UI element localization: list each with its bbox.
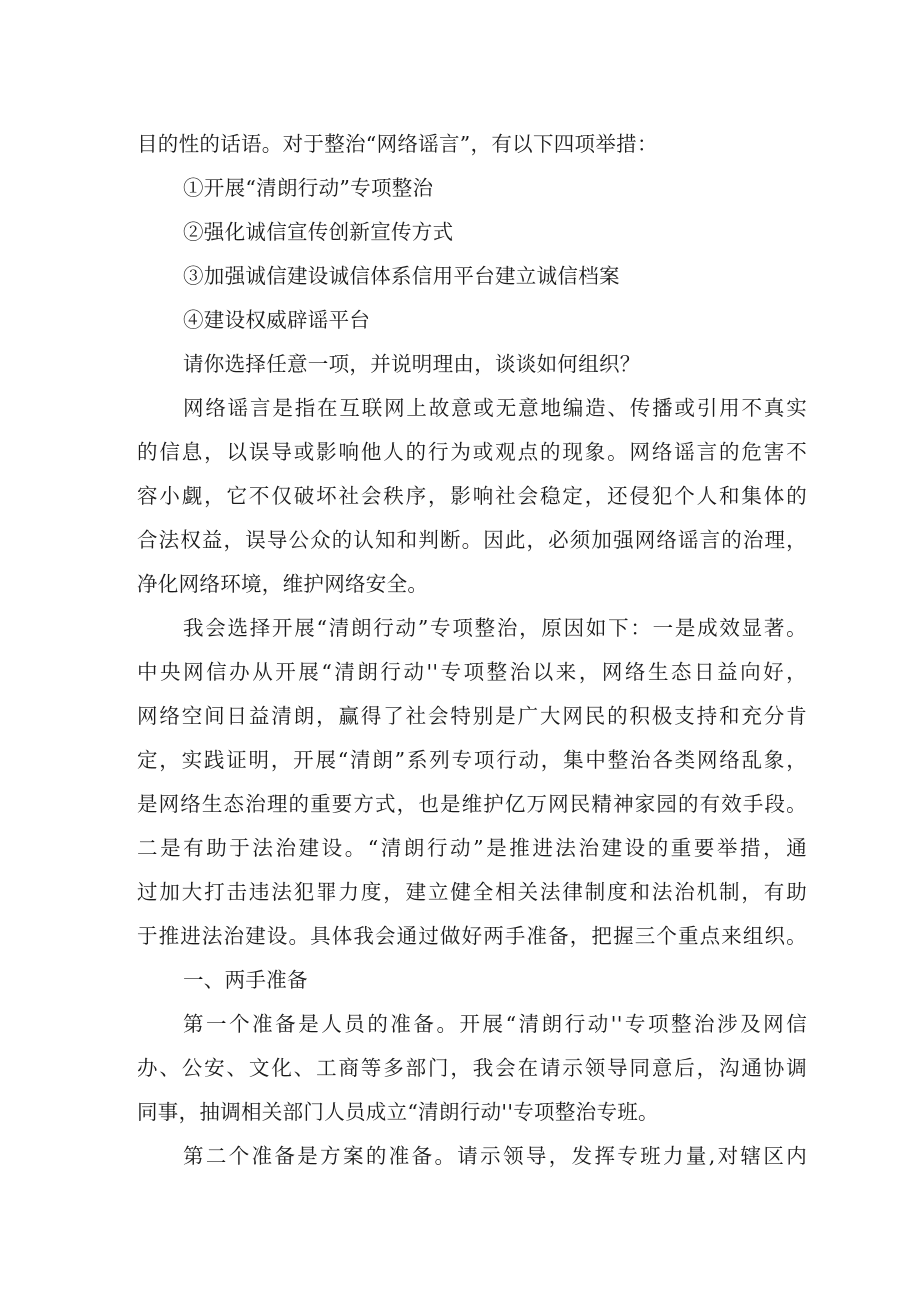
text-line: ①开展“清朗行动”专项整治 xyxy=(183,176,434,200)
text-line: 目的性的话语。对于整治“网络谣言”，有以下四项举措： xyxy=(137,132,658,156)
text-line: 是网络生态治理的重要方式，也是维护亿万网民精神家园的有效手段。 xyxy=(137,792,807,816)
document-body xyxy=(137,122,807,1178)
text-line: 同事，抽调相关部门人员成立“清朗行动''专项整治专班。 xyxy=(137,1100,659,1124)
text-line: 的信息，以误导或影响他人的行为或观点的现象。网络谣言的危害不 xyxy=(137,440,807,464)
text-line: 容小觑，它不仅破坏社会秩序，影响社会稳定，还侵犯个人和集体的 xyxy=(137,484,807,508)
text-line: 第一个准备是人员的准备。开展“清朗行动''专项整治涉及网信 xyxy=(183,1012,807,1036)
text-line: 我会选择开展“清朗行动”专项整治，原因如下：一是成效显著。 xyxy=(183,616,807,640)
text-line: 请你选择任意一项，并说明理由，谈谈如何组织？ xyxy=(183,352,641,376)
text-line: 中央网信办从开展“清朗行动''专项整治以来，网络生态日益向好， xyxy=(137,660,807,684)
text-line: ②强化诚信宣传创新宣传方式 xyxy=(183,220,454,244)
text-line: ③加强诚信建设诚信体系信用平台建立诚信档案 xyxy=(183,264,620,288)
text-line: 网络谣言是指在互联网上故意或无意地编造、传播或引用不真实 xyxy=(183,396,807,420)
text-line: 第二个准备是方案的准备。请示领导，发挥专班力量,对辖区内 xyxy=(183,1144,807,1168)
text-line: 于推进法治建设。具体我会通过做好两手准备，把握三个重点来组织。 xyxy=(137,924,807,948)
text-line: ④建设权威辟谣平台 xyxy=(183,308,371,332)
text-line: 定，实践证明，开展“清朗”系列专项行动，集中整治各类网络乱象， xyxy=(137,748,807,772)
text-line: 一、两手准备 xyxy=(183,968,308,992)
text-line: 合法权益，误导公众的认知和判断。因此，必须加强网络谣言的治理， xyxy=(137,528,807,552)
text-line: 网络空间日益清朗，赢得了社会特别是广大网民的积极支持和充分肯 xyxy=(137,704,807,728)
text-line: 过加大打击违法犯罪力度，建立健全相关法律制度和法治机制，有助 xyxy=(137,880,807,904)
text-line: 二是有助于法治建设。“清朗行动”是推进法治建设的重要举措，通 xyxy=(137,836,807,860)
text-line: 办、公安、文化、工商等多部门，我会在请示领导同意后，沟通协调 xyxy=(137,1056,807,1080)
text-line: 净化网络环境，维护网络安全。 xyxy=(137,572,429,596)
